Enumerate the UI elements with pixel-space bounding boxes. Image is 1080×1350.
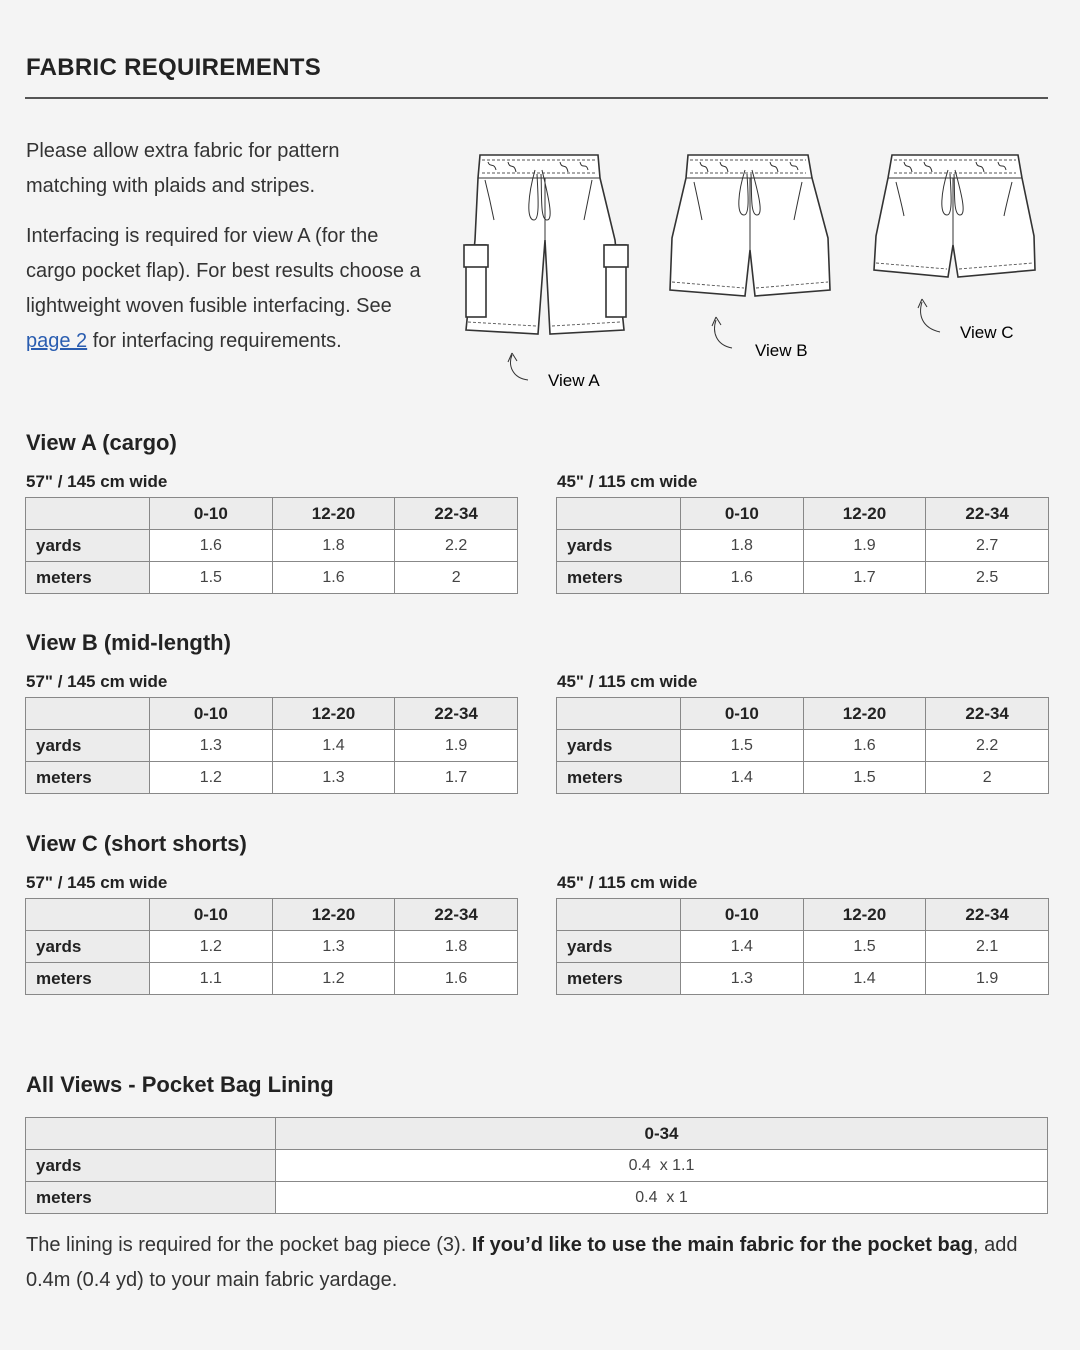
size-header: 22-34 — [926, 698, 1049, 730]
row-label-meters: meters — [557, 562, 681, 594]
table-header-row — [26, 899, 518, 931]
row-label-meters: meters — [26, 1182, 276, 1214]
size-header: 12-20 — [272, 899, 395, 931]
row-label-yards: yards — [557, 730, 681, 762]
table-cell: 1.5 — [150, 562, 273, 594]
size-header: 22-34 — [395, 899, 518, 931]
view-b-narrow-fabric-label: 45" / 115 cm wide — [557, 672, 698, 691]
corner-cell — [26, 1118, 276, 1150]
table-row — [557, 530, 1049, 562]
table-cell: 1.1 — [150, 963, 273, 995]
lining-note-text: The lining is required for the pocket bag piece (3). — [26, 1234, 472, 1256]
view-a-narrow-table — [556, 497, 1049, 594]
table-cell: 2 — [395, 562, 518, 594]
table-cell: 1.9 — [803, 530, 926, 562]
table-cell: 1.2 — [272, 963, 395, 995]
table-cell: 1.6 — [150, 530, 273, 562]
view-c-wide-table — [25, 898, 518, 995]
view-b-narrow-table — [556, 697, 1049, 794]
lining-table — [25, 1117, 1048, 1214]
view-a-label: View A — [548, 371, 600, 390]
row-label-yards: yards — [26, 530, 150, 562]
corner-cell — [26, 899, 150, 931]
view-c-wide-fabric-label: 57" / 145 cm wide — [26, 873, 168, 892]
table-cell: 1.4 — [681, 762, 804, 794]
row-label-yards: yards — [26, 730, 150, 762]
garment-illustrations — [450, 140, 1070, 400]
table-cell: 1.4 — [272, 730, 395, 762]
table-cell: 1.5 — [803, 762, 926, 794]
table-cell: 1.6 — [803, 730, 926, 762]
table-row — [26, 562, 518, 594]
view-c-heading: View C (short shorts) — [26, 831, 247, 856]
size-header: 12-20 — [272, 698, 395, 730]
row-label-yards: yards — [26, 931, 150, 963]
table-cell: 1.5 — [803, 931, 926, 963]
table-cell: 1.8 — [681, 530, 804, 562]
size-header: 0-10 — [681, 698, 804, 730]
size-header: 22-34 — [926, 498, 1049, 530]
lining-note-text-end: , add 0.4m (0.4 yd) to your main fabric yardage. — [26, 1234, 1018, 1291]
corner-cell — [26, 498, 150, 530]
table-row — [26, 1182, 1048, 1214]
lining-heading: All Views - Pocket Bag Lining — [26, 1072, 334, 1097]
table-cell: 1.9 — [926, 963, 1049, 995]
table-row — [557, 963, 1049, 995]
table-cell: 1.5 — [681, 730, 804, 762]
view-a-narrow-fabric-label: 45" / 115 cm wide — [557, 472, 698, 491]
row-label-meters: meters — [26, 562, 150, 594]
table-header-row — [26, 498, 518, 530]
table-header-row — [557, 899, 1049, 931]
row-label-meters: meters — [26, 762, 150, 794]
table-cell: 1.3 — [272, 762, 395, 794]
size-header: 22-34 — [926, 899, 1049, 931]
lining-note-emphasis: If you’d like to use the main fabric for the pocket bag — [471, 1234, 974, 1256]
view-c-label: View C — [960, 323, 1014, 342]
table-cell: 2.2 — [926, 730, 1049, 762]
lining-note — [26, 1228, 1056, 1298]
table-cell: 1.2 — [150, 762, 273, 794]
size-header: 0-10 — [681, 498, 804, 530]
table-cell: 1.7 — [395, 762, 518, 794]
page-2-link[interactable]: page 2 — [26, 330, 88, 352]
intro-text — [26, 134, 426, 374]
size-header: 22-34 — [395, 498, 518, 530]
intro-paragraph-interfacing — [26, 219, 426, 359]
size-header: 12-20 — [803, 698, 926, 730]
view-a-wide-table — [25, 497, 518, 594]
table-cell: 2.5 — [926, 562, 1049, 594]
row-label-yards: yards — [557, 530, 681, 562]
row-label-yards: yards — [26, 1150, 276, 1182]
table-row — [557, 730, 1049, 762]
view-a-heading: View A (cargo) — [26, 430, 177, 455]
view-a-shorts-drawing — [464, 155, 628, 380]
view-b-heading: View B (mid-length) — [26, 630, 231, 655]
corner-cell — [26, 698, 150, 730]
view-b-wide-fabric-label: 57" / 145 cm wide — [26, 672, 168, 691]
table-header-row — [26, 698, 518, 730]
table-row — [26, 963, 518, 995]
table-cell: 1.8 — [395, 931, 518, 963]
table-row — [557, 931, 1049, 963]
table-row — [26, 530, 518, 562]
size-header: 0-34 — [276, 1118, 1048, 1150]
table-cell: 2.2 — [395, 530, 518, 562]
table-row — [26, 730, 518, 762]
row-label-meters: meters — [26, 963, 150, 995]
table-row — [26, 762, 518, 794]
view-b-label: View B — [755, 341, 808, 360]
size-header: 12-20 — [803, 498, 926, 530]
table-header-row — [26, 1118, 1048, 1150]
table-cell: 1.6 — [395, 963, 518, 995]
table-header-row — [557, 498, 1049, 530]
table-cell: 1.3 — [150, 730, 273, 762]
table-cell: 1.2 — [150, 931, 273, 963]
table-cell: 0.4 x 1 — [276, 1182, 1048, 1214]
intro-interfacing-text: Interfacing is required for view A (for the cargo pocket flap). For best results choose a lightweight woven fusible interfacing. See — [26, 225, 421, 317]
table-header-row — [557, 698, 1049, 730]
table-cell: 1.9 — [395, 730, 518, 762]
size-header: 0-10 — [681, 899, 804, 931]
size-header: 12-20 — [803, 899, 926, 931]
view-b-shorts-drawing — [670, 155, 830, 348]
table-cell: 1.4 — [803, 963, 926, 995]
view-c-narrow-fabric-label: 45" / 115 cm wide — [557, 873, 698, 892]
table-cell: 2.1 — [926, 931, 1049, 963]
intro-paragraph-plaids: Please allow extra fabric for pattern matching with plaids and stripes. — [26, 140, 340, 197]
corner-cell — [557, 899, 681, 931]
size-header: 0-10 — [150, 698, 273, 730]
size-header: 12-20 — [272, 498, 395, 530]
table-row — [26, 931, 518, 963]
table-cell: 1.3 — [272, 931, 395, 963]
table-cell: 1.3 — [681, 963, 804, 995]
table-cell: 1.6 — [681, 562, 804, 594]
table-cell: 1.8 — [272, 530, 395, 562]
table-row — [26, 1150, 1048, 1182]
view-c-shorts-drawing — [874, 155, 1035, 332]
corner-cell — [557, 698, 681, 730]
row-label-yards: yards — [557, 931, 681, 963]
size-header: 0-10 — [150, 498, 273, 530]
row-label-meters: meters — [557, 762, 681, 794]
table-cell: 2.7 — [926, 530, 1049, 562]
row-label-meters: meters — [557, 963, 681, 995]
size-header: 0-10 — [150, 899, 273, 931]
table-row — [557, 762, 1049, 794]
view-a-wide-fabric-label: 57" / 145 cm wide — [26, 472, 168, 491]
title-divider — [25, 97, 1048, 99]
corner-cell — [557, 498, 681, 530]
page-title: FABRIC REQUIREMENTS — [26, 54, 322, 81]
view-b-wide-table — [25, 697, 518, 794]
table-cell: 2 — [926, 762, 1049, 794]
view-c-narrow-table — [556, 898, 1049, 995]
intro-interfacing-text-end: for interfacing requirements. — [87, 330, 342, 352]
table-cell: 0.4 x 1.1 — [276, 1150, 1048, 1182]
table-row — [557, 562, 1049, 594]
table-cell: 1.6 — [272, 562, 395, 594]
size-header: 22-34 — [395, 698, 518, 730]
table-cell: 1.7 — [803, 562, 926, 594]
table-cell: 1.4 — [681, 931, 804, 963]
